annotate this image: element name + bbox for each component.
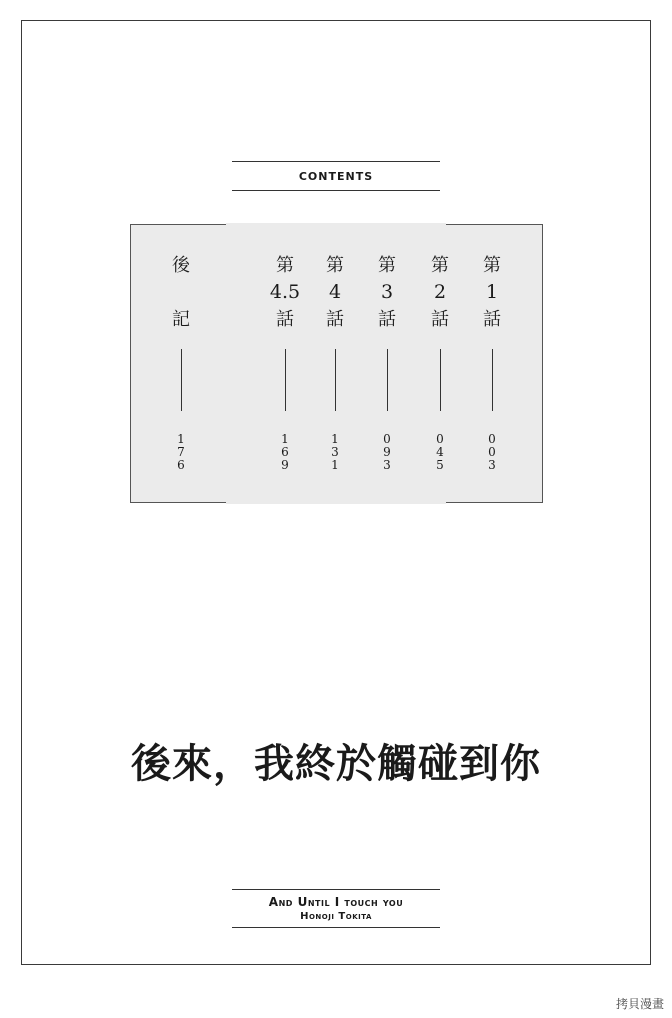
toc-page-digit: 6 [177, 458, 185, 472]
toc-suffix: 話 [378, 309, 396, 330]
toc-prefix: 後 [172, 255, 190, 276]
toc-entry-ch4 [320, 252, 350, 472]
contents-header [232, 161, 440, 191]
toc-suffix: 話 [276, 309, 294, 330]
toc-suffix: 話 [483, 309, 501, 330]
toc-page-digit: 1 [177, 432, 185, 446]
toc-page-digit: 1 [331, 458, 339, 472]
toc-entry-ch2 [425, 252, 455, 472]
toc-prefix: 第 [378, 255, 396, 276]
toc-box-gap-bottom [226, 502, 446, 504]
toc-page-digit: 1 [331, 432, 339, 446]
toc-page-digit: 6 [281, 445, 289, 459]
toc-num: 4.5 [269, 281, 301, 303]
book-title-english: And Until I touch you [268, 894, 404, 909]
toc-page-digit: 5 [436, 458, 444, 472]
toc-page-digit: 0 [488, 432, 496, 446]
book-footer [232, 889, 440, 928]
watermark: 拷貝漫畫 [615, 997, 664, 1011]
toc-page-digit: 0 [488, 445, 496, 459]
toc-page-digit: 3 [331, 445, 339, 459]
toc-box-gap-top [226, 223, 446, 225]
book-title-chinese: 後來，我終於觸碰到你 [131, 740, 541, 787]
toc-prefix: 第 [276, 255, 294, 276]
toc-entry-ch4-5 [270, 252, 300, 472]
toc-prefix: 第 [483, 255, 501, 276]
author-name: Honoji Tokita [300, 910, 372, 922]
toc-page-digit: 4 [436, 445, 444, 459]
toc-prefix: 第 [431, 255, 449, 276]
toc-prefix: 第 [326, 255, 344, 276]
toc-page-digit: 3 [383, 458, 391, 472]
toc-entry-ch1 [477, 252, 507, 472]
toc-entry-afterword [166, 252, 196, 472]
toc-page-digit: 0 [383, 432, 391, 446]
toc-suffix: 記 [172, 309, 190, 330]
contents-label: CONTENTS [298, 169, 374, 183]
toc-page-digit: 0 [436, 432, 444, 446]
toc-rule [181, 349, 182, 411]
toc-suffix: 話 [431, 309, 449, 330]
toc-rule [285, 349, 286, 411]
toc-num: 3 [380, 281, 394, 303]
toc-num: 4 [328, 281, 342, 303]
toc-page-digit: 3 [488, 458, 496, 472]
toc-entry-ch3 [372, 252, 402, 472]
toc-page-digit: 7 [177, 445, 185, 459]
toc-rule [387, 349, 388, 411]
toc-rule [335, 349, 336, 411]
toc-page-digit: 9 [383, 445, 391, 459]
toc-num: 2 [433, 281, 447, 303]
toc-rule [492, 349, 493, 411]
toc-suffix: 話 [326, 309, 344, 330]
toc-num: 1 [485, 281, 499, 303]
toc-page-digit: 1 [281, 432, 289, 446]
toc-page-digit: 9 [281, 458, 289, 472]
toc-rule [440, 349, 441, 411]
